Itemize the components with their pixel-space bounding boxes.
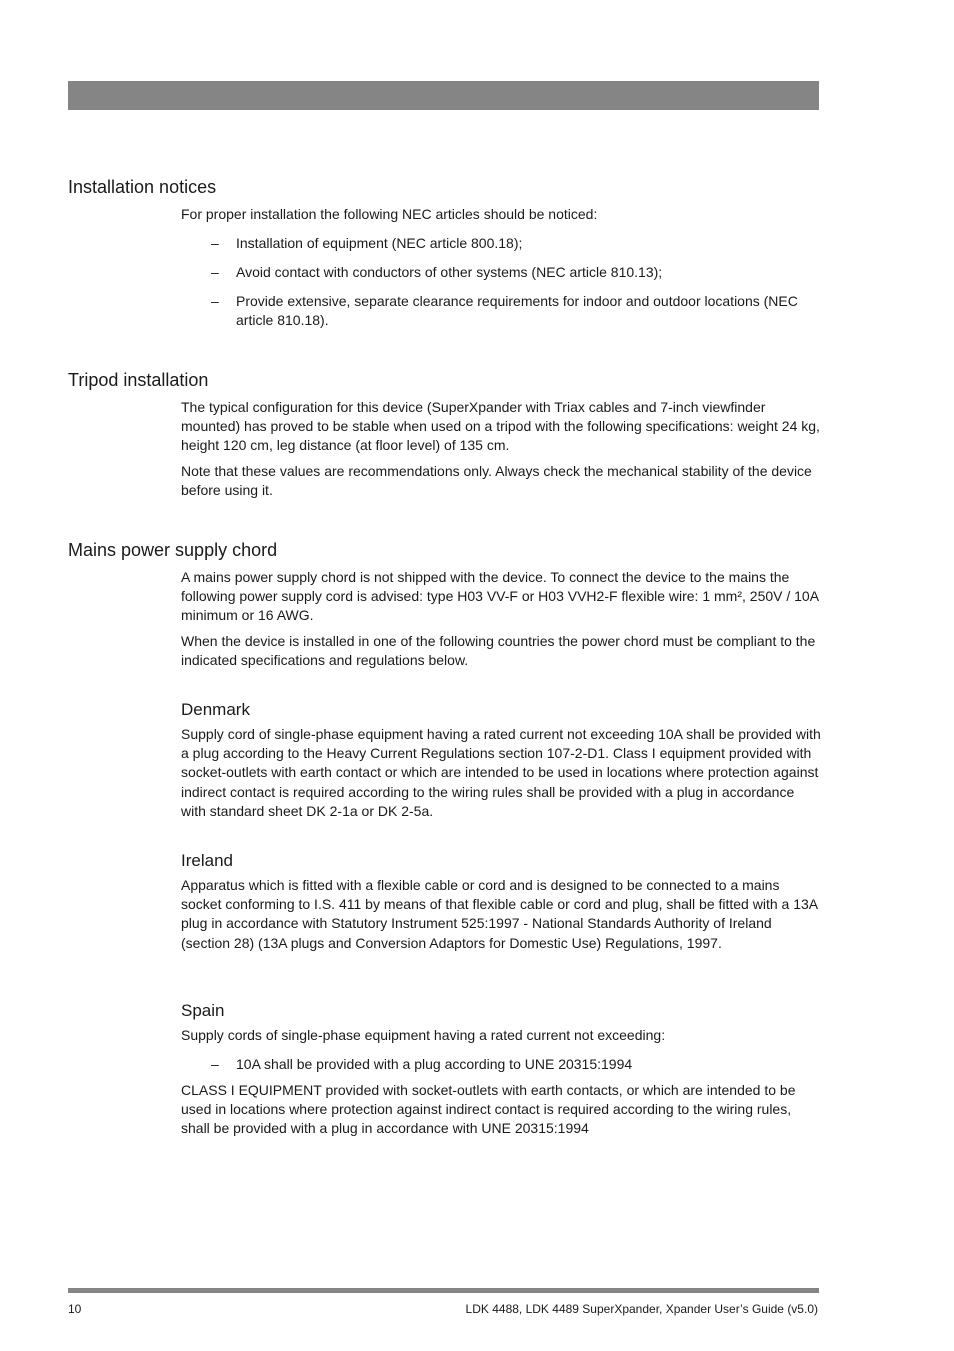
mains-paragraph-1: A mains power supply chord is not shipped with the device. To connect the device to the mains the following power supply cord is advised: type H03 VV-F or H03 VVH2-F flexible wire: 1 mm², 250V / 10A minimum or 16 AWG. (181, 569, 819, 624)
list-item (211, 263, 816, 282)
tripod-paragraph-1: The typical configuration for this device (SuperXpander with Triax cables and 7-inch viewfinder mounted) has proved to be stable when used on a tripod with the following specifications: weight 24 kg, height 120 cm, leg distance (at floor level) of 135 cm. (181, 399, 820, 454)
header-bar (68, 81, 819, 110)
ireland-paragraph: Apparatus which is fitted with a flexible cable or cord and is designed to be connected to a mains socket conforming to I.S. 411 by means of that flexible cable or cord and plug, shall be fitted with a 13A plug in accordance with Statutory Instrument 525:1997 - National Standards Authority of Ireland (section 28) (13A plugs and Conversion Adaptors for Domestic Use) Regulations, 1997. (181, 877, 818, 951)
list-item-text: Installation of equipment (NEC article 800.18); (236, 235, 523, 251)
footer-document-title: LDK 4488, LDK 4489 SuperXpander, Xpander User’s Guide (v5.0) (465, 1302, 818, 1316)
list-item (211, 1055, 816, 1074)
heading-ireland: Ireland (181, 851, 233, 870)
mains-paragraph-2: When the device is installed in one of the following countries the power chord must be compliant to the indicated specifications and regulations below. (181, 633, 816, 669)
page-number: 10 (68, 1302, 82, 1316)
heading-spain: Spain (181, 1001, 225, 1020)
footer-rule (68, 1288, 819, 1293)
list-item-text: Avoid contact with conductors of other systems (NEC article 810.13); (236, 264, 663, 280)
spain-intro: Supply cords of single-phase equipment having a rated current not exceeding: (181, 1027, 666, 1043)
list-item (211, 234, 816, 253)
heading-denmark: Denmark (181, 700, 250, 719)
bullet-dash: – (211, 235, 219, 251)
installation-intro: For proper installation the following NEC articles should be noticed: (181, 206, 598, 222)
denmark-paragraph: Supply cord of single-phase equipment having a rated current not exceeding 10A shall be provided with a plug according to the Heavy Current Regulations section 107-2-D1. Class I equipment provided with socket-outlets with earth contact or which are intended to be used in locations where protection against indirect contact is required according to the wiring rules shall be provided with a plug in accordance with standard sheet DK 2-1a or DK 2-5a. (181, 726, 821, 819)
list-item-text: Provide extensive, separate clearance requirements for indoor and outdoor locations (NEC article 810.18). (236, 293, 798, 329)
list-item-text: 10A shall be provided with a plug according to UNE 20315:1994 (236, 1056, 633, 1072)
heading-tripod-installation: Tripod installation (68, 370, 209, 390)
bullet-dash: – (211, 264, 219, 280)
tripod-paragraph-2: Note that these values are recommendations only. Always check the mechanical stability of the device before using it. (181, 463, 812, 499)
bullet-dash: – (211, 1056, 219, 1072)
heading-mains-power-supply: Mains power supply chord (68, 540, 278, 560)
spain-paragraph: CLASS I EQUIPMENT provided with socket-outlets with earth contacts, or which are intended to be used in locations where protection against indirect contact is required according to the wiring rules, shall be provided with a plug in accordance with UNE 20315:1994 (181, 1082, 796, 1137)
bullet-dash: – (211, 293, 219, 309)
heading-installation-notices: Installation notices (68, 177, 217, 197)
list-item (211, 292, 816, 330)
